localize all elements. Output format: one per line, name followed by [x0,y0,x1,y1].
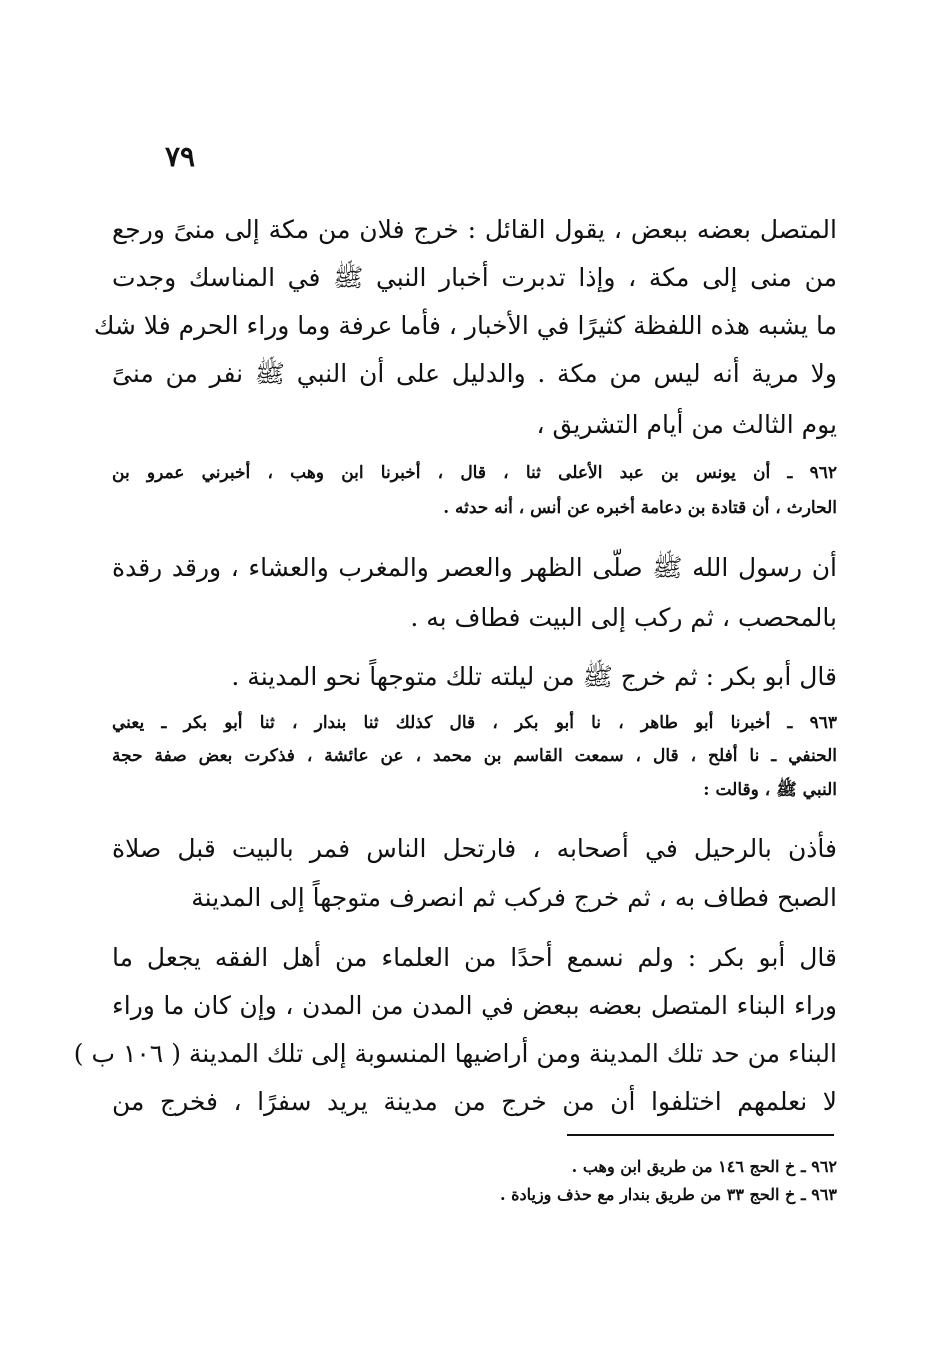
body-line: المتصل بعضه ببعض ، يقول القائل : خرج فلان من مكة إلى منىً ورجع [112,215,837,244]
commentary-line: قال أبو بكر : ولم نسمع أحدًا من العلماء من أهل الفقه يجعل ما [112,943,837,972]
hadith-isnad-line: ٩٦٢ ـ أن يونس بن عبد الأعلى ثنا ، قال ، أخبرنا ابن وهب ، أخبرني عمرو بن [112,463,837,483]
hadith-text-line: فأذن بالرحيل في أصحابه ، فارتحل الناس فمر بالبيت قبل صلاة [112,834,837,863]
hadith-text-line: بالمحصب ، ثم ركب إلى البيت فطاف به . [410,603,837,632]
commentary-line: وراء البناء المتصل بعضه ببعض في المدن من المدن ، وإن كان ما وراء [112,991,837,1020]
body-line: ما يشبه هذه اللفظة كثيرًا في الأخبار ، فأما عرفة وما وراء الحرم فلا شك [93,311,837,340]
footnote: ٩٦٢ ـ خ الحج ١٤٦ من طريق ابن وهب . [571,1157,837,1176]
footnote: ٩٦٣ ـ خ الحج ٣٣ من طريق بندار مع حذف وزيادة . [499,1185,837,1204]
commentary-line: قال أبو بكر : ثم خرج ﷺ من ليلته تلك متوجهاً نحو المدينة . [231,662,837,691]
hadith-text-line: الصبح فطاف به ، ثم خرج فركب ثم انصرف متوجهاً إلى المدينة [191,883,837,912]
hadith-text-line: أن رسول الله ﷺ صلّى الظهر والعصر والمغرب والعشاء ، ورقد رقدة [112,553,837,582]
commentary-line: لا نعلمهم اختلفوا أن من خرج من مدينة يريد سفرًا ، فخرج من [112,1087,837,1116]
body-line: من منى إلى مكة ، وإذا تدبرت أخبار النبي ﷺ في المناسك وجدت [112,263,837,292]
page-number: ٧٩ [165,140,196,173]
body-line: ولا مرية أنه ليس من مكة . والدليل على أن النبي ﷺ نفر من منىً [112,359,837,388]
body-line: يوم الثالث من أيام التشريق ، [536,410,837,439]
commentary-line: البناء من حد تلك المدينة ومن أراضيها المنسوبة إلى تلك المدينة ( ١٠٦ ب ) [73,1039,837,1068]
footnote-divider [567,1134,834,1136]
hadith-isnad-line: الحارث ، أن قتادة بن دعامة أخبره عن أنس ، أنه حدثه . [443,498,837,518]
hadith-isnad-line: الحنفي ـ نا أفلح ، قال ، سمعت القاسم بن محمد ، عن عائشة ، فذكرت بعض صفة حجة [112,746,837,766]
hadith-isnad-line: ٩٦٣ ـ أخبرنا أبو طاهر ، نا أبو بكر ، قال كذلك ثنا بندار ، ثنا أبو بكر ـ يعني [112,713,837,733]
hadith-isnad-line: النبي ﷺ ، وقالت : [703,780,837,800]
